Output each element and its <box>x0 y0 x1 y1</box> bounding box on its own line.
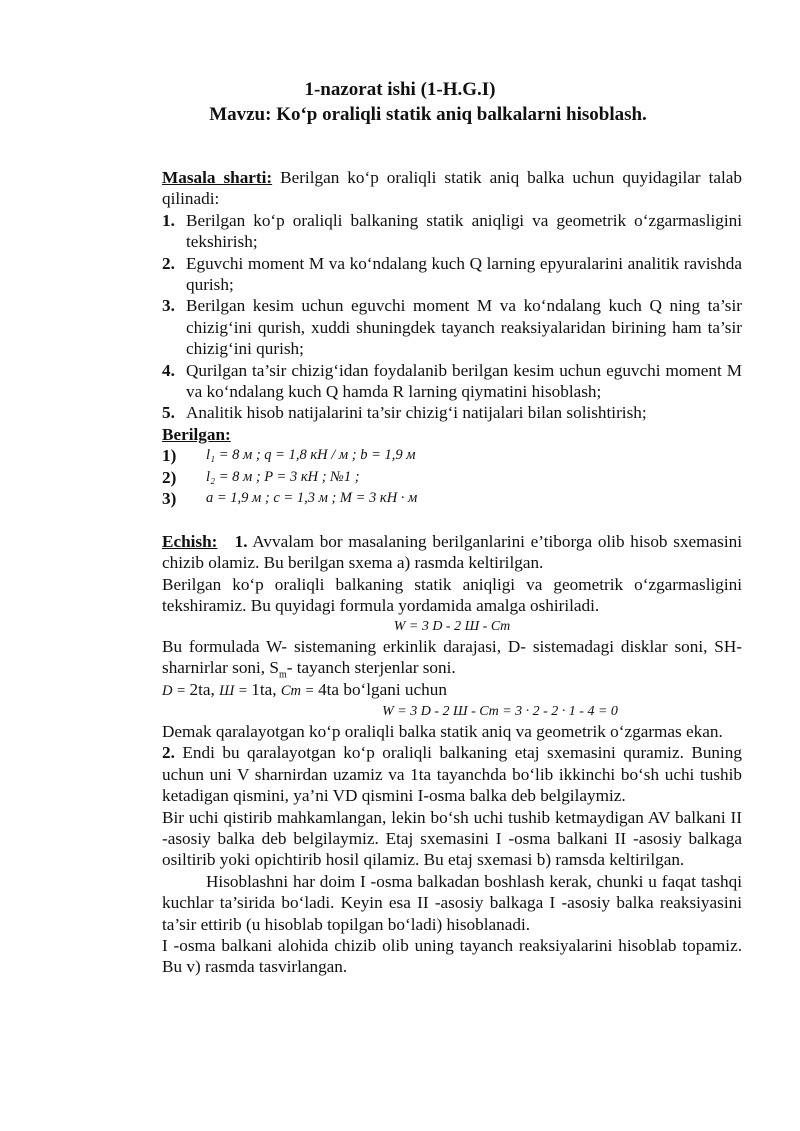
given-formula: l₂ = 8 м ; P = 3 кН ; №1 ; <box>206 468 360 485</box>
document-body <box>162 167 742 978</box>
paragraph: Hisoblashni har doim I -osma balkadan boshlash kerak, chunki u faqat tashqi kuchlar ta’sirida bo‘ladi. Keyin esa II -asosiy balkaga I -asosiy balka reaksiyasini ta’sir ettirib (u hisoblab topilgan bo‘ladi) hisoblanadi. <box>162 871 742 934</box>
solution-label: Echish: <box>162 532 218 552</box>
paragraph: Bu formulada W- sistemaning erkinlik darajasi, D- sistemadagi disklar soni, SH- sharnirlar soni, $S_m-$ tayanch sterjenlar soni. <box>162 636 742 681</box>
given-item: 3) a = 1,9 м ; c = 1,3 м ; M = 3 кН · м <box>162 489 418 509</box>
list-item: 5. Analitik hisob natijalarini ta’sir chizig‘i natijalari bilan solishtirish; <box>162 403 647 423</box>
list-item: 2. Eguvchi moment M va ko‘ndalang kuch Q larning epyuralarini analitik ravishda qurish; <box>162 253 742 295</box>
document-title: 1-nazorat ishi (1-H.G.I) <box>304 79 496 100</box>
list-item: 3. Berilgan kesim uchun eguvchi moment M va ko‘ndalang kuch Q ning ta’sir chizig‘ini qurish, xuddi shuningdek tayanch reaksiyalaridan birining ham ta’sir chizig‘ini qurish; <box>162 296 742 359</box>
document-subject: Mavzu: Ko‘p oraliqli statik aniq balkalarni hisoblash. <box>209 104 647 125</box>
problem-intro: Berilgan ko‘p oraliqli statik aniq balka uchun quyidagilar talab qilinadi: <box>162 168 742 209</box>
list-item: 4. Qurilgan ta’sir chizig‘idan foydalanib berilgan kesim uchun eguvchi moment M va ko‘ndalang kuch Q hamda R larning qiymatini hisoblash; <box>162 360 742 402</box>
solution-step-1: Echish: 1. Avvalam bor masalaning berilganlarini e’tiborga olib hisob sxemasini chizib olamiz. Bu berilgan sxema a) rasmda keltirilgan. <box>162 532 742 573</box>
given-item: 1) l₁ = 8 м ; q = 1,8 кН / м ; b = 1,9 м <box>162 446 416 466</box>
values-line: D = 2ta, Ш = 1ta, Cm = 4ta bo‘lgani uchun <box>162 679 447 699</box>
list-item: 1. Berilgan ko‘p oraliqli balkaning statik aniqligi va geometrik o‘zgarmasligini tekshirish; <box>162 210 742 252</box>
paragraph: Bir uchi qistirib mahkamlangan, lekin bo‘sh uchi tushib ketmaydigan AV balkani II -asosiy balka deb belgilaymiz. Etaj sxemasini I -osma balkani II -asosiy balkaga osiltirib yoki opichtirib hosil qilamiz. Bu etaj sxemasi b) ramsda keltirilgan. <box>162 807 742 870</box>
problem-label: Masala sharti: <box>162 168 273 187</box>
paragraph: Demak qaralayotgan ko‘p oraliqli balka statik aniq va geometrik o‘zgarmas ekan. <box>162 721 723 741</box>
given-label: Berilgan: <box>162 424 231 444</box>
given-formula: a = 1,9 м ; c = 1,3 м ; M = 3 кН · м <box>206 490 418 507</box>
paragraph: I -osma balkani alohida chizib olib uning tayanch reaksiyalarini hisoblab topamiz. Bu v) rasmda tasvirlangan. <box>162 935 742 977</box>
paragraph: Berilgan ko‘p oraliqli balkaning statik aniqligi va geometrik o‘zgarmasligini tekshiramiz. Bu quyidagi formula yordamida amalga oshiriladi. <box>162 574 742 616</box>
formula: W = 3 D - 2 Ш - Cm = 3 · 2 - 2 · 1 - 4 = 0 <box>382 703 618 719</box>
task-list <box>162 210 742 424</box>
solution-step-2: 2. Endi bu qaralayotgan ko‘p oraliqli balkaning etaj sxemasini quramiz. Buning uchun uni V sharnirdan uzamiz va 1ta tayanchda bo‘lib ikkinchi bo‘sh uchi tushib ketadigan qismini, ya’ni VD qismini I-osma balka deb belgilaymiz. <box>162 743 742 806</box>
formula: W = 3 D - 2 Ш - Cm <box>393 618 511 634</box>
given-item: 2) l₂ = 8 м ; P = 3 кН ; №1 ; <box>162 467 360 487</box>
given-formula: l₁ = 8 м ; q = 1,8 кН / м ; b = 1,9 м <box>206 447 416 464</box>
problem-statement <box>162 167 742 210</box>
